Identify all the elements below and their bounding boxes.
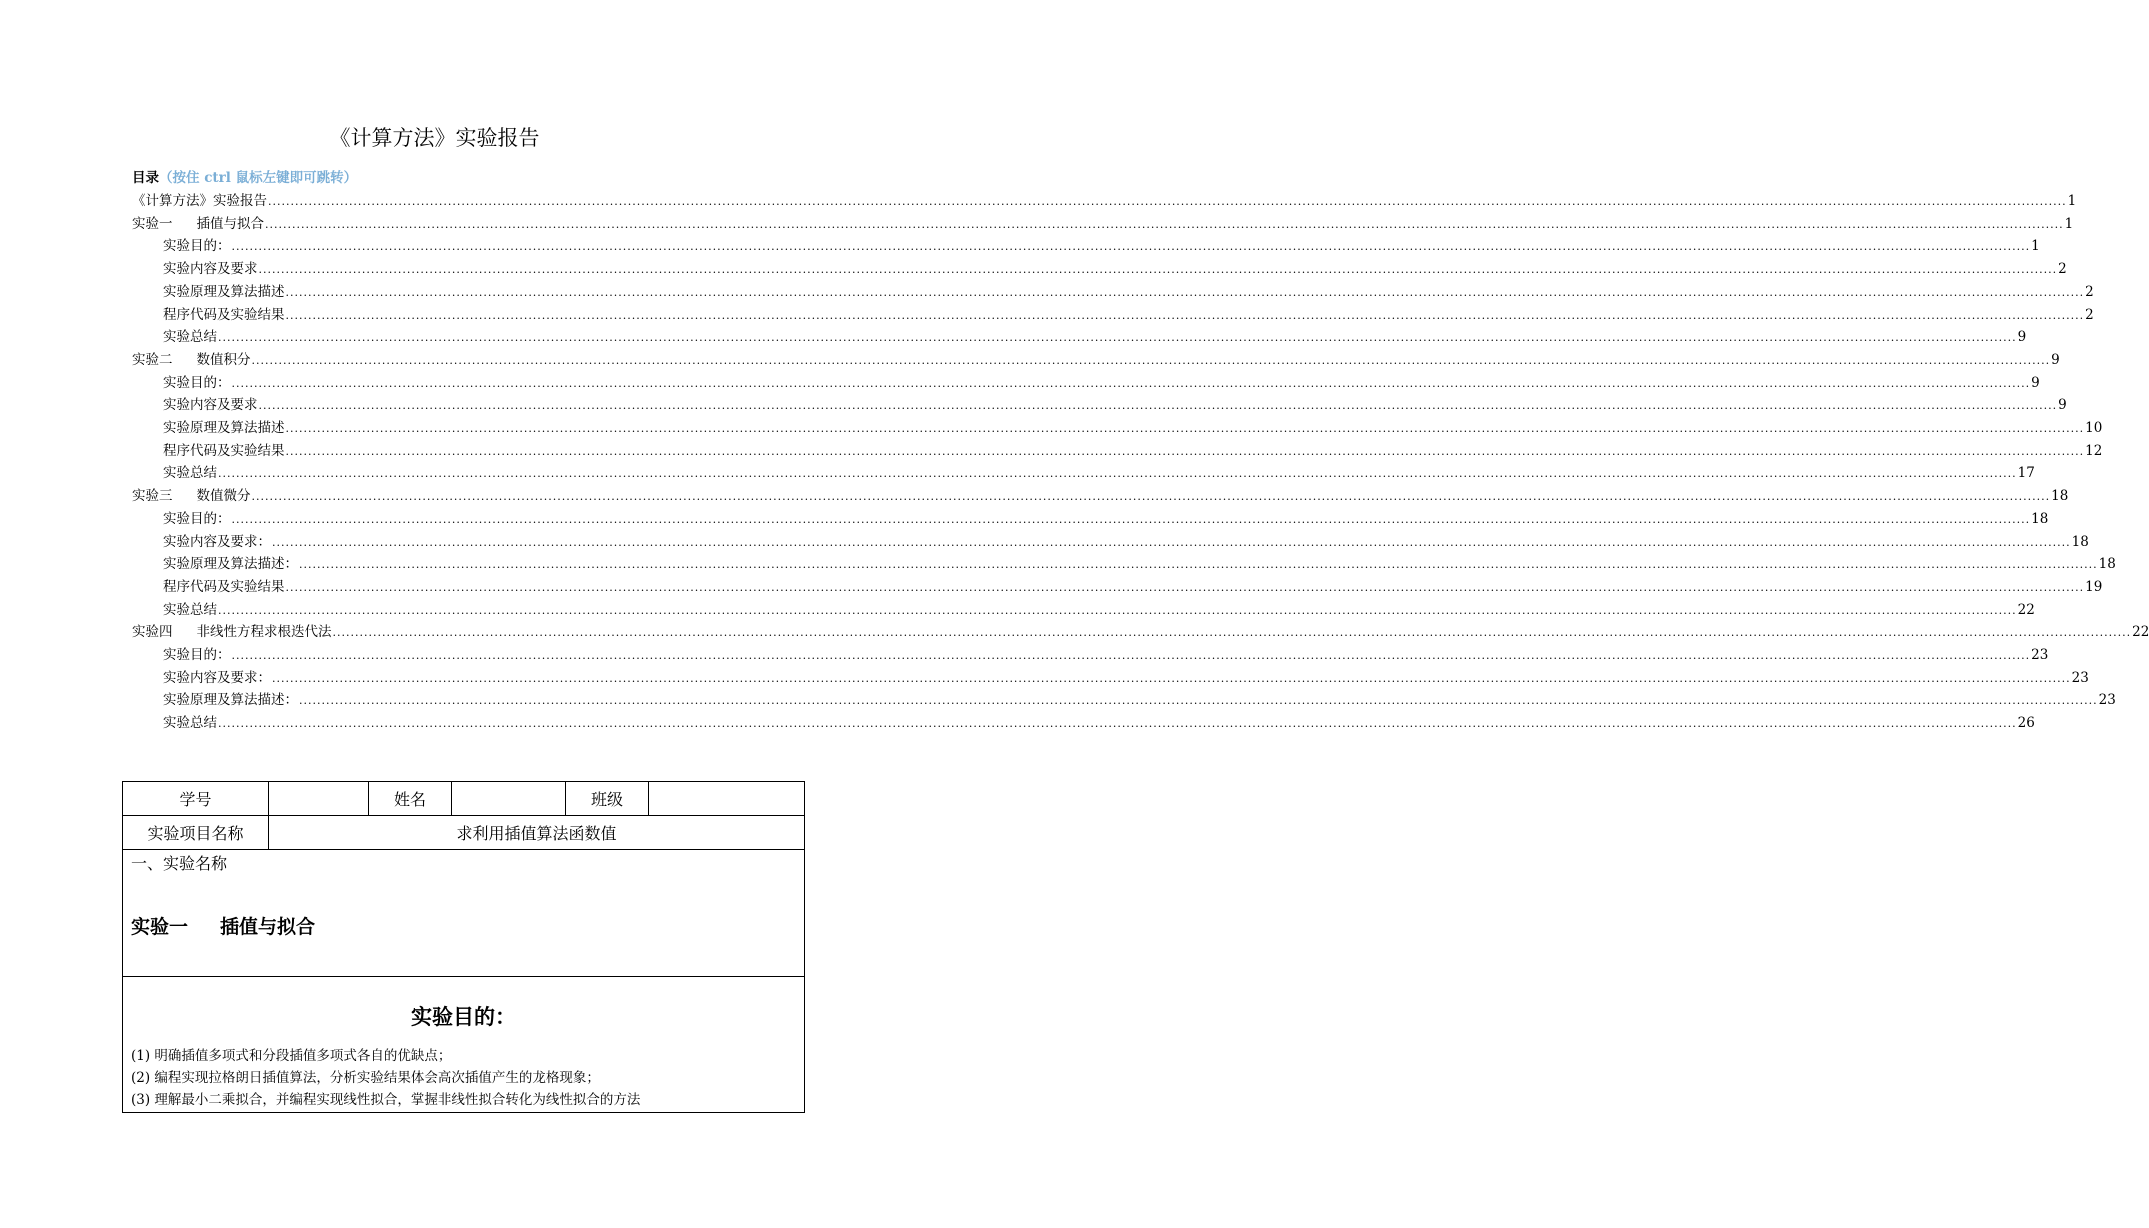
toc-leader-dots: ................................................................................................................................................................................................................................................................................................................................................................................................................ xyxy=(285,308,2085,322)
toc-chapter-title: 插值与拟合 xyxy=(196,215,264,232)
experiment-number: 实验一 xyxy=(131,916,189,938)
toc-chapter-entry[interactable] xyxy=(132,485,2069,505)
toc-page-number: 10 xyxy=(2085,420,2103,436)
toc-page-number: 23 xyxy=(2098,692,2116,709)
objectives-heading: 实验目的： xyxy=(411,1005,516,1029)
toc-entry[interactable] xyxy=(163,712,2035,732)
toc-entry[interactable] xyxy=(163,644,2049,664)
toc-leader-dots: ................................................................................................................................................................................................................................................................................................................................................................................................................ xyxy=(272,671,2071,685)
project-row xyxy=(123,816,805,850)
toc-entry[interactable] xyxy=(163,689,2116,709)
toc-chapter-entry[interactable] xyxy=(132,213,2074,233)
toc-entry-title: 实验内容及要求 xyxy=(163,397,258,414)
experiment-title: 插值与拟合 xyxy=(220,916,316,938)
toc-leader-dots: ................................................................................................................................................................................................................................................................................................................................................................................................................ xyxy=(218,331,2017,345)
toc-entry[interactable] xyxy=(163,576,2103,596)
toc-entry-title: 《计算方法》实验报告 xyxy=(132,193,267,209)
toc-page-number: 18 xyxy=(2031,510,2049,527)
toc-heading xyxy=(132,169,357,187)
toc-entry-title: 实验总结 xyxy=(163,715,217,732)
toc-entry-title: 程序代码及实验结果 xyxy=(163,306,285,323)
toc-entry-title: 实验原理及算法描述 xyxy=(163,420,285,436)
toc-heading-label: 目录 xyxy=(132,170,159,186)
toc-entry-title xyxy=(132,215,264,233)
toc-page-number: 9 xyxy=(2017,329,2027,346)
name-field[interactable] xyxy=(452,782,566,816)
toc-page-number: 2 xyxy=(2058,261,2067,278)
toc-page-number: 23 xyxy=(2071,669,2089,686)
toc-entry-title: 实验内容及要求： xyxy=(163,533,271,550)
toc-page-number: 1 xyxy=(2067,193,2077,209)
toc-chapter-title: 数值微分 xyxy=(196,488,251,505)
toc-leader-dots: ................................................................................................................................................................................................................................................................................................................................................................................................................ xyxy=(251,490,2051,504)
toc-leader-dots: ................................................................................................................................................................................................................................................................................................................................................................................................................ xyxy=(272,535,2071,549)
toc-chapter-number: 实验四 xyxy=(132,624,173,641)
toc-entry-title: 实验目的： xyxy=(163,374,231,391)
toc-leader-dots: ................................................................................................................................................................................................................................................................................................................................................................................................................ xyxy=(218,717,2017,731)
toc-entry-title: 实验原理及算法描述 xyxy=(163,283,285,300)
toc-entry-title xyxy=(132,351,251,369)
toc-chapter-number: 实验三 xyxy=(132,488,173,505)
toc-page-number: 19 xyxy=(2085,578,2103,595)
toc-entry-title: 程序代码及实验结果 xyxy=(163,578,285,595)
info-row xyxy=(123,782,805,816)
toc-leader-dots: ................................................................................................................................................................................................................................................................................................................................................................................................................ xyxy=(285,285,2085,299)
toc-entry[interactable] xyxy=(163,553,2116,573)
toc-entry[interactable] xyxy=(163,667,2089,687)
toc-leader-dots: ................................................................................................................................................................................................................................................................................................................................................................................................................ xyxy=(231,512,2031,526)
toc-page-number: 2 xyxy=(2085,306,2094,323)
student-id-field[interactable] xyxy=(269,782,369,816)
toc-chapter-title: 数值积分 xyxy=(196,351,251,368)
toc-entry[interactable] xyxy=(163,599,2035,619)
toc-page-number: 9 xyxy=(2058,397,2067,414)
toc-entry[interactable] xyxy=(163,531,2089,551)
toc-page-number: 9 xyxy=(2051,351,2060,368)
toc-entry-title xyxy=(132,623,332,641)
toc-leader-dots: ................................................................................................................................................................................................................................................................................................................................................................................................................ xyxy=(285,444,2085,458)
toc-leader-dots: ................................................................................................................................................................................................................................................................................................................................................................................................................ xyxy=(258,263,2058,277)
objective-item: (1) 明确插值多项式和分段插值多项式各自的优缺点； xyxy=(131,1048,452,1064)
toc-entry[interactable] xyxy=(163,258,2067,278)
toc-leader-dots: ................................................................................................................................................................................................................................................................................................................................................................................................................ xyxy=(251,353,2051,367)
toc-entry[interactable] xyxy=(163,235,2040,255)
toc-page-number: 1 xyxy=(2031,238,2040,255)
toc-entry-title: 实验总结 xyxy=(163,329,217,346)
toc-chapter-number: 实验二 xyxy=(132,351,173,368)
toc-leader-dots: ................................................................................................................................................................................................................................................................................................................................................................................................................ xyxy=(258,399,2058,413)
toc-leader-dots: ................................................................................................................................................................................................................................................................................................................................................................................................................ xyxy=(265,217,2064,231)
toc-leader-dots: ................................................................................................................................................................................................................................................................................................................................................................................................................ xyxy=(231,376,2031,390)
toc-entry[interactable] xyxy=(163,394,2067,414)
toc-page-number: 1 xyxy=(2064,215,2074,232)
name-label: 姓名 xyxy=(369,782,452,816)
toc-leader-dots: ................................................................................................................................................................................................................................................................................................................................................................................................................ xyxy=(332,626,2132,640)
toc-leader-dots: ................................................................................................................................................................................................................................................................................................................................................................................................................ xyxy=(218,467,2017,481)
objective-item: (2) 编程实现拉格朗日插值算法，分析实验结果体会高次插值产生的龙格现象； xyxy=(131,1070,600,1086)
toc-entry-title: 实验内容及要求： xyxy=(163,669,271,686)
toc-chapter-entry[interactable] xyxy=(132,349,2060,369)
toc-page-number: 18 xyxy=(2051,488,2069,505)
toc-page-number: 22 xyxy=(2017,601,2035,618)
toc-entry-title xyxy=(132,487,251,505)
toc-leader-dots: ................................................................................................................................................................................................................................................................................................................................................................................................................ xyxy=(285,580,2085,594)
toc-entry-title: 实验总结 xyxy=(163,601,217,618)
toc-page-number: 9 xyxy=(2031,374,2040,391)
toc-entry[interactable] xyxy=(163,304,2094,324)
toc-chapter-number: 实验一 xyxy=(132,215,173,232)
toc-entry[interactable] xyxy=(132,190,2077,210)
experiment-name-heading xyxy=(123,914,804,940)
toc-entry[interactable] xyxy=(163,440,2103,460)
toc-entry-title: 程序代码及实验结果 xyxy=(163,442,285,459)
toc-leader-dots: ................................................................................................................................................................................................................................................................................................................................................................................................................ xyxy=(299,558,2098,572)
toc-entry[interactable] xyxy=(163,372,2040,392)
objective-item: (3) 理解最小二乘拟合，并编程实现线性拟合，掌握非线性拟合转化为线性拟合的方法 xyxy=(131,1092,641,1108)
toc-entry-title: 实验总结 xyxy=(163,465,217,482)
toc-page-number: 26 xyxy=(2017,715,2035,732)
toc-page-number: 23 xyxy=(2031,647,2049,663)
toc-entry-title: 实验原理及算法描述： xyxy=(163,692,298,709)
toc-leader-dots: ................................................................................................................................................................................................................................................................................................................................................................................................................ xyxy=(231,649,2031,662)
toc-entry[interactable] xyxy=(163,281,2094,301)
project-name-value: 求利用插值算法函数值 xyxy=(269,816,805,850)
toc-page-number: 17 xyxy=(2017,465,2035,482)
class-field[interactable] xyxy=(649,782,805,816)
student-id-label: 学号 xyxy=(123,782,269,816)
toc-page-number: 2 xyxy=(2085,283,2094,300)
toc-entry[interactable] xyxy=(163,508,2049,528)
toc-entry-title: 实验目的： xyxy=(163,238,231,255)
toc-entry[interactable] xyxy=(163,462,2035,482)
toc-page-number: 18 xyxy=(2098,556,2116,573)
experiment-name-section xyxy=(123,850,805,977)
toc-page-number: 12 xyxy=(2085,442,2103,459)
report-form-table xyxy=(122,781,805,1113)
toc-entry[interactable] xyxy=(163,326,2027,346)
toc-chapter-entry[interactable] xyxy=(132,621,2149,641)
project-label: 实验项目名称 xyxy=(123,816,269,850)
toc-entry-title: 实验内容及要求 xyxy=(163,261,258,278)
toc-hint: （按住 ctrl 鼠标左键即可跳转） xyxy=(159,170,358,186)
toc-page-number: 22 xyxy=(2132,624,2149,641)
objectives-list xyxy=(123,1045,804,1111)
objectives-section xyxy=(123,977,805,1113)
class-label: 班级 xyxy=(566,782,649,816)
toc-entry-title: 实验目的： xyxy=(163,510,231,527)
document-title: 《计算方法》实验报告 xyxy=(329,126,540,150)
toc-entry-title: 实验目的： xyxy=(163,647,231,663)
toc-leader-dots: ................................................................................................................................................................................................................................................................................................................................................................................................................ xyxy=(218,603,2017,617)
toc-leader-dots: ................................................................................................................................................................................................................................................................................................................................................................................................................ xyxy=(285,422,2085,435)
toc-entry[interactable] xyxy=(163,417,2103,437)
toc-entry-title: 实验原理及算法描述： xyxy=(163,556,298,573)
section-caption: 一、实验名称 xyxy=(131,854,228,873)
toc-leader-dots: ................................................................................................................................................................................................................................................................................................................................................................................................................ xyxy=(299,694,2098,708)
toc-page-number: 18 xyxy=(2071,533,2089,550)
toc-chapter-title: 非线性方程求根迭代法 xyxy=(196,624,332,641)
toc-leader-dots: ................................................................................................................................................................................................................................................................................................................................................................................................................ xyxy=(268,195,2067,208)
toc-leader-dots: ................................................................................................................................................................................................................................................................................................................................................................................................................ xyxy=(231,240,2031,254)
